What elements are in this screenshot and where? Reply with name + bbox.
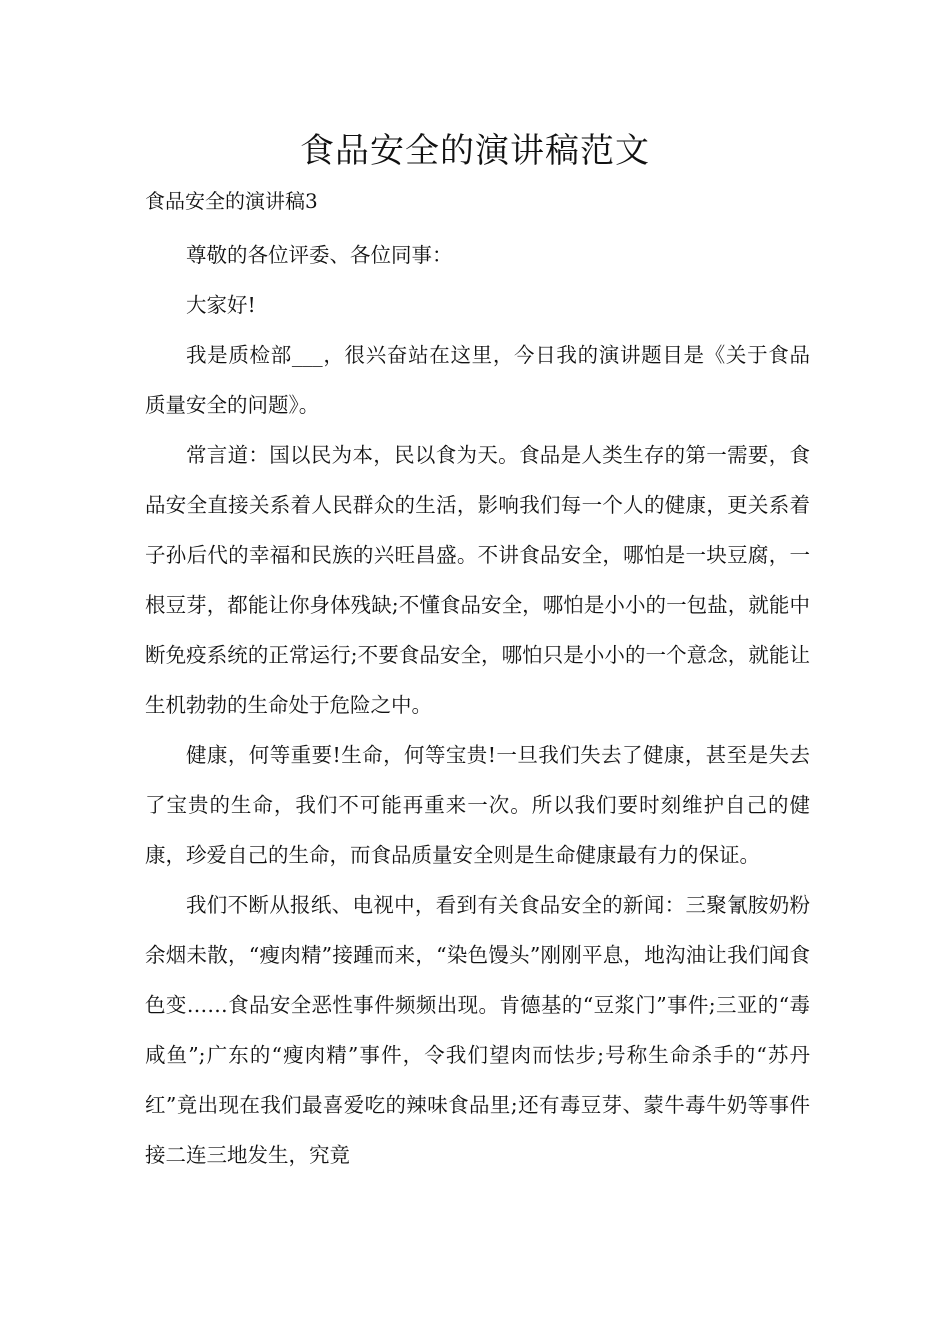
paragraph-news-incidents: 我们不断从报纸、电视中，看到有关食品安全的新闻：三聚氰胺奶粉余烟未散，“瘦肉精”接踵而来，“染色馒头”刚刚平息，地沟油让我们闻食色变……食品安全恶性事件频频出现。肯德基的“豆浆门”事件;三亚的“毒咸鱼”;广东的“瘦肉精”事件，令我们望肉而怯步;号称生命杀手的“苏丹红”竟出现在我们最喜爱吃的辣味食品里;还有毒豆芽、蒙牛毒牛奶等事件接二连三地发生，究竟 <box>145 893 810 1167</box>
paragraph-health-value: 健康，何等重要!生命，何等宝贵!一旦我们失去了健康，甚至是失去了宝贵的生命，我们不可能再重来一次。所以我们要时刻维护自己的健康，珍爱自己的生命，而食品质量安全则是生命健康最有力的保证。 <box>145 743 810 867</box>
paragraph-salutation: 尊敬的各位评委、各位同事： <box>186 243 453 267</box>
paragraph-greeting: 大家好! <box>186 293 256 317</box>
paragraph-introduction: 我是质检部___，很兴奋站在这里，今日我的演讲题目是《关于食品质量安全的问题》。 <box>145 343 810 417</box>
document-title: 食品安全的演讲稿范文 <box>300 131 650 171</box>
paragraph-food-importance: 常言道：国以民为本，民以食为天。食品是人类生存的第一需要，食品安全直接关系着人民群众的生活，影响我们每一个人的健康，更关系着子孙后代的幸福和民族的兴旺昌盛。不讲食品安全，哪怕是一块豆腐，一根豆芽，都能让你身体残缺;不懂食品安全，哪怕是小小的一包盐，就能中断免疫系统的正常运行;不要食品安全，哪怕只是小小的一个意念，就能让生机勃勃的生命处于危险之中。 <box>145 443 810 717</box>
document-subtitle: 食品安全的演讲稿3 <box>145 189 318 213</box>
document-body <box>145 230 810 1180</box>
